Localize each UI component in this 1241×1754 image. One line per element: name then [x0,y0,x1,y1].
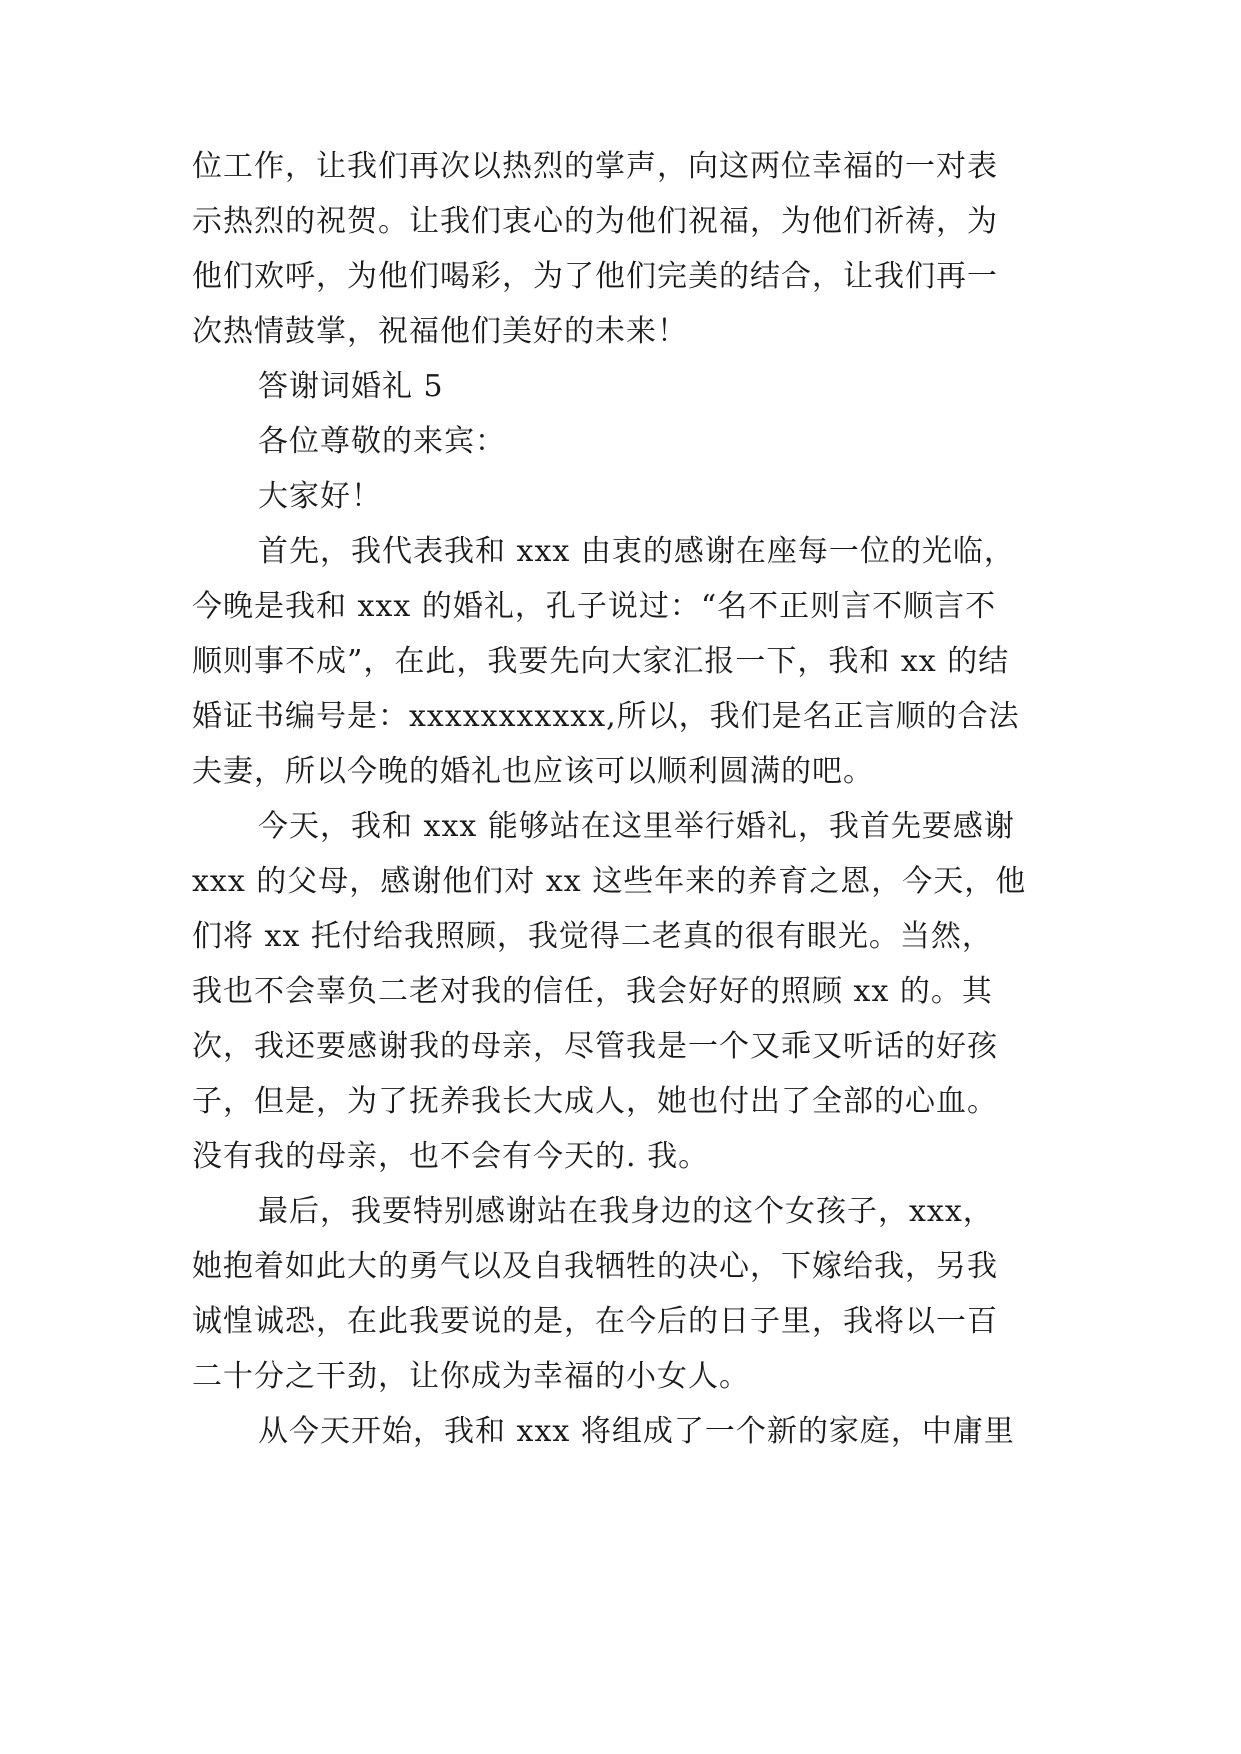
text-line: 诚惶诚恐，在此我要说的是，在今后的日子里，我将以一百 [192,1304,998,1339]
text-line: 没有我的母亲，也不会有今天的. 我。 [192,1139,710,1174]
text-line: 示热烈的祝贺。让我们衷心的为他们祝福，为他们祈祷，为 [192,204,998,239]
text-line: 我也不会辜负二老对我的信任，我会好好的照顾 xx 的。其 [192,974,993,1009]
text-line: 次，我还要感谢我的母亲，尽管我是一个又乖又听话的好孩 [192,1029,998,1064]
salutation: 各位尊敬的来宾： [258,424,506,459]
text-line: 最后，我要特别感谢站在我身边的这个女孩子，xxx， [258,1194,994,1229]
text-line: 二十分之干劲，让你成为幸福的小女人。 [192,1359,750,1394]
section-heading: 答谢词婚礼 5 [258,369,444,404]
text-line: 顺则事不成”，在此，我要先向大家汇报一下，我和 xx 的结 [192,644,1010,679]
text-line: 他们欢呼，为他们喝彩，为了他们完美的结合，让我们再一 [192,259,998,294]
text-line: 次热情鼓掌，祝福他们美好的未来！ [192,314,688,349]
text-line: 她抱着如此大的勇气以及自我牺牲的决心，下嫁给我，另我 [192,1249,998,1284]
text-line: 今天，我和 xxx 能够站在这里举行婚礼，我首先要感谢 [258,809,1015,844]
text-line: 夫妻，所以今晚的婚礼也应该可以顺利圆满的吧。 [192,754,874,789]
text-line: 子，但是，为了抚养我长大成人，她也付出了全部的心血。 [192,1084,998,1119]
text-line: 今晚是我和 xxx 的婚礼，孔子说过：“名不正则言不顺言不 [192,589,997,624]
text-line: 从今天开始，我和 xxx 将组成了一个新的家庭，中庸里 [258,1414,1015,1449]
text-line: 首先，我代表我和 xxx 由衷的感谢在座每一位的光临， [258,534,1015,569]
text-line: 婚证书编号是：xxxxxxxxxxx,所以，我们是名正言顺的合法 [192,699,1020,734]
text-line: 们将 xx 托付给我照顾，我觉得二老真的很有眼光。当然， [192,919,993,954]
text-line: xxx 的父母，感谢他们对 xx 这些年来的养育之恩，今天，他 [192,864,1027,899]
text-line: 位工作，让我们再次以热烈的掌声，向这两位幸福的一对表 [192,149,998,184]
greeting: 大家好！ [258,479,382,514]
